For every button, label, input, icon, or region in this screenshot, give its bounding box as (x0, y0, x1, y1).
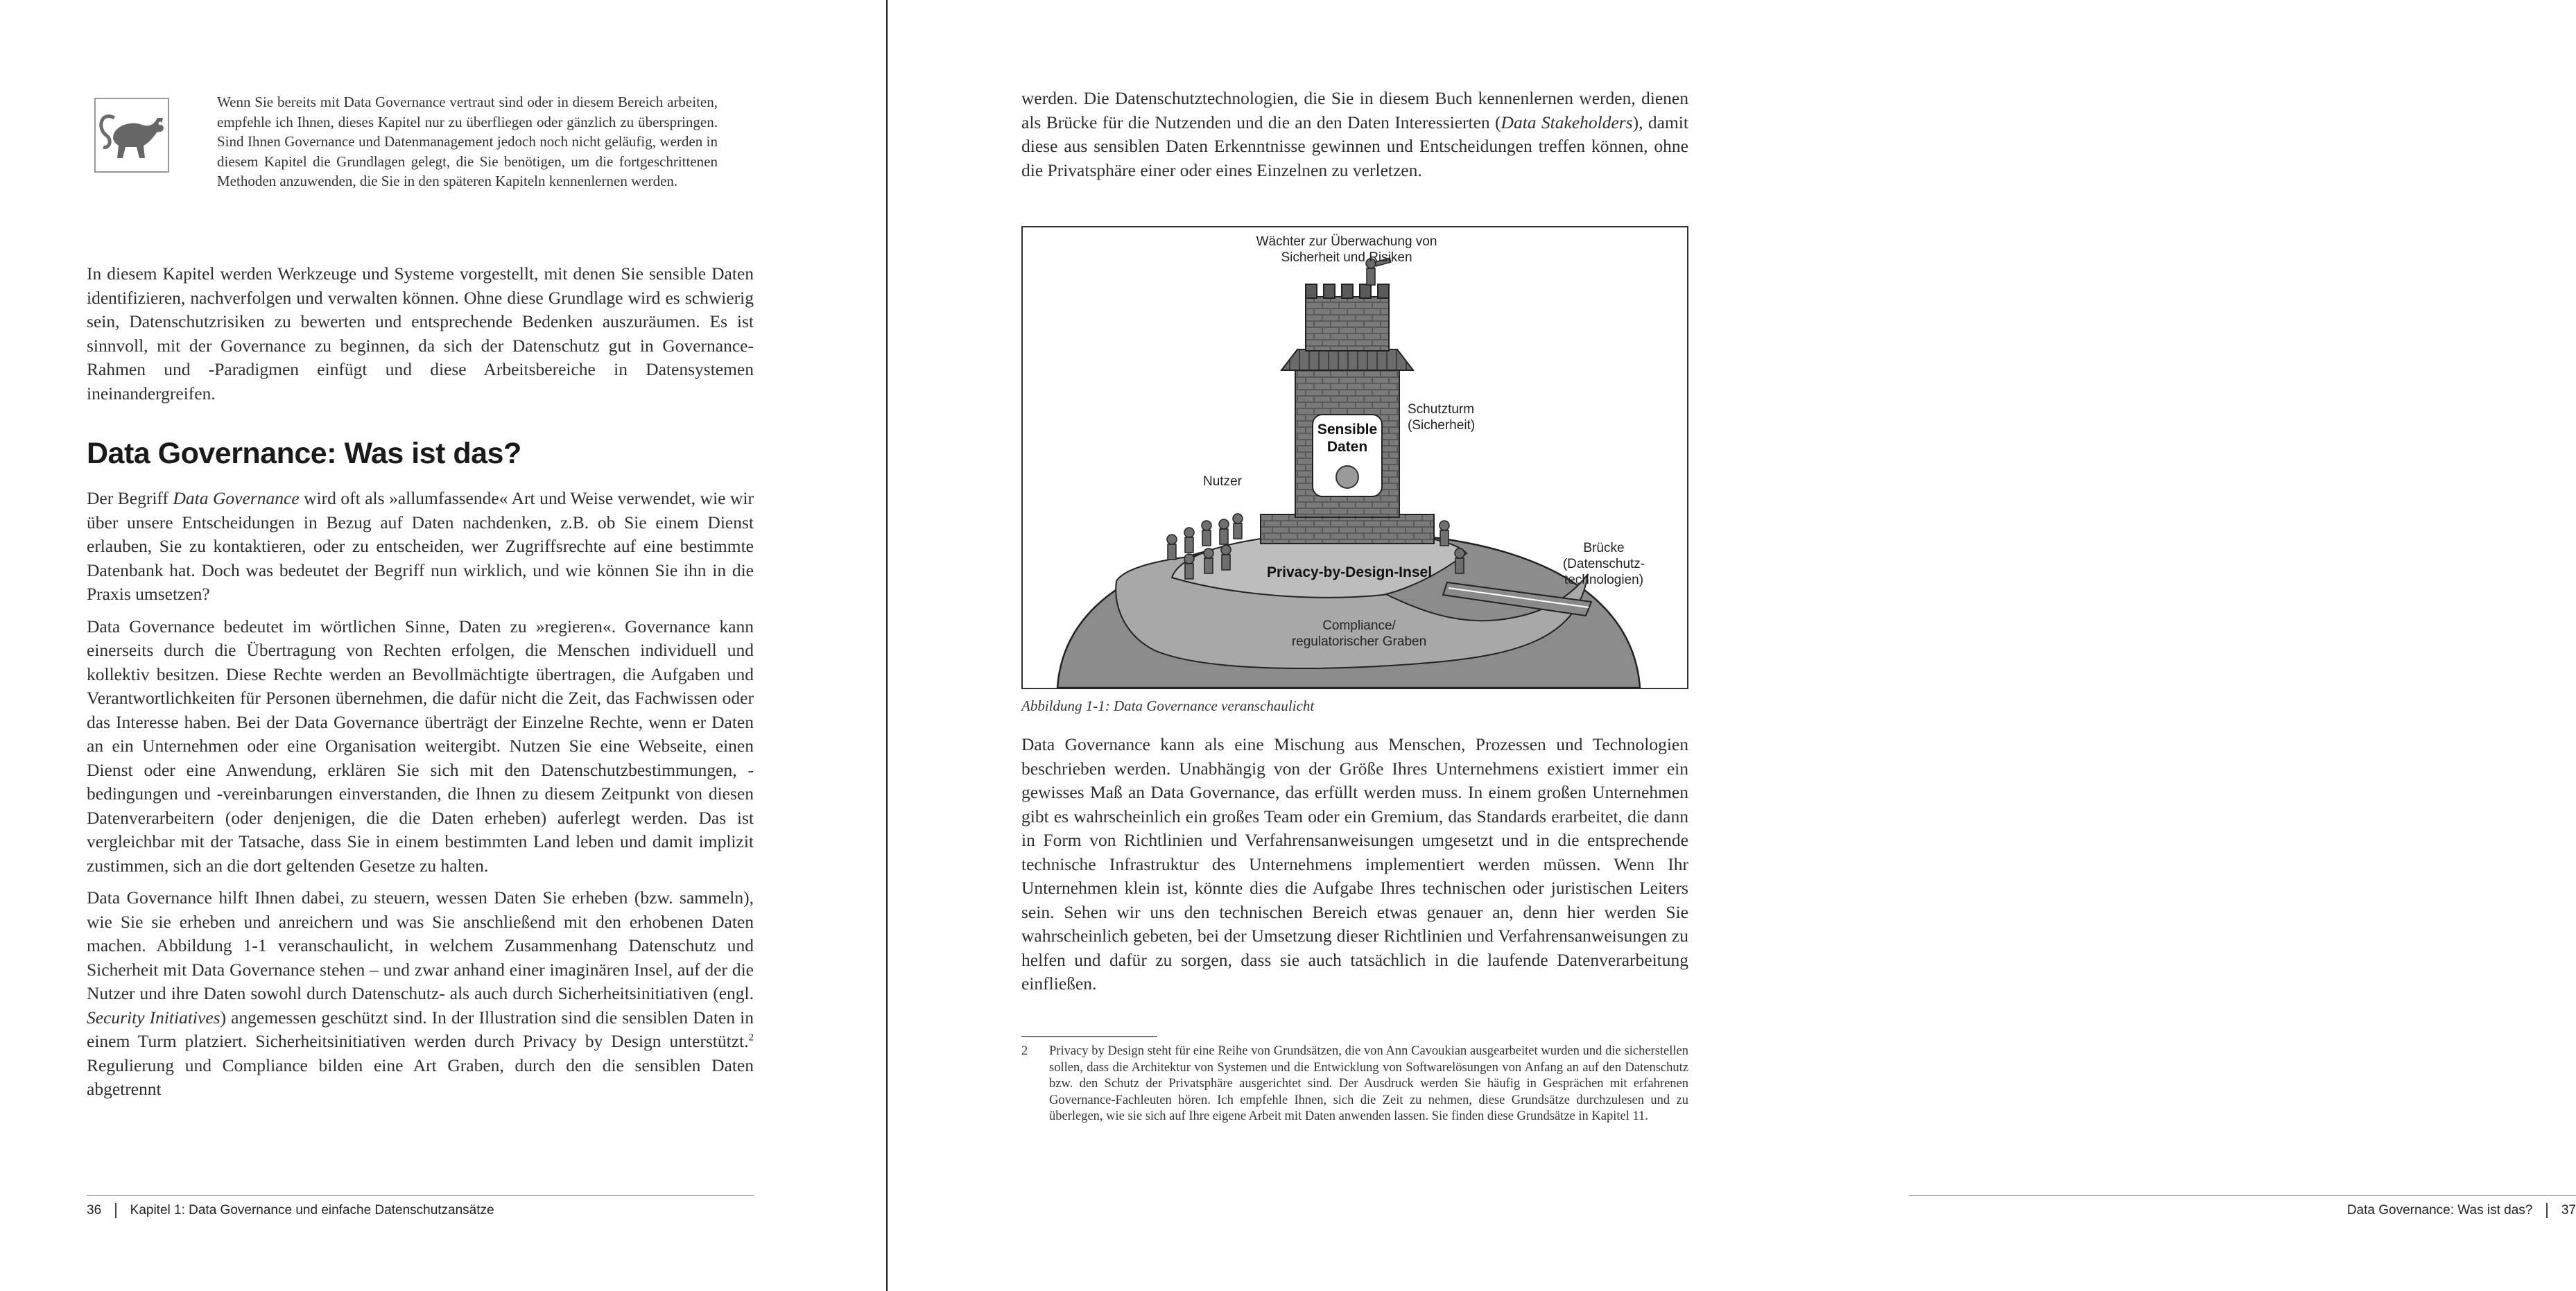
figure-1-1 (1021, 226, 1688, 689)
tower-base (1261, 514, 1434, 544)
label-bridge-3: technologien) (1564, 573, 1644, 587)
lemur-icon (94, 97, 171, 175)
label-bridge-1: Brücke (1583, 541, 1625, 555)
footer-separator (2546, 1203, 2548, 1218)
page-number-left: 36 (87, 1203, 102, 1218)
label-bridge-2: (Datenschutz- (1562, 557, 1645, 571)
label-tower-2: (Sicherheit) (1408, 418, 1476, 433)
running-head-chapter: Kapitel 1: Data Governance und einfache Datenschutzansätze (130, 1203, 494, 1218)
label-tower-1: Schutzturm (1408, 402, 1475, 417)
paragraph-right: Data Governance kann als eine Mischung aus Menschen, Prozessen und Technologien beschrieben werden. Unabhängig von der Größe Ihres Unternehmens existiert immer ein gewisses Maß an Data Governance, das erfüllt werden muss. In einem großen Unternehmen gibt es wahrscheinlich ein großes Team oder ein Gremium, das Standards erarbeitet, die dann in Form von Richtlinien und Verfahrensanweisungen umgesetzt und in die entsprechende technische Infrastruktur des Unternehmens implementiert werden müssen. Wenn Ihr Unternehmen klein ist, könnte dies die Aufgabe Ihres technischen oder juristischen Leiters sein. Sehen wir uns den technischen Bereich etwas genauer an, denn hier werden Sie wahrscheinlich gebeten, bei der Umsetzung dieser Richtlinien und Verfahrensanweisungen zu helfen und dafür zu sorgen, dass sie auch tatsächlich in die laufende Datenverarbeitung einfließen. (1021, 734, 1688, 994)
intro-paragraph (87, 262, 754, 414)
left-page (0, 0, 888, 1291)
label-island: Privacy-by-Design-Insel (1266, 564, 1433, 580)
footnote-reference[interactable]: 2 (748, 1032, 754, 1043)
footnote (1021, 1043, 1688, 1125)
footnote-rule (1021, 1036, 1157, 1037)
paragraph-2: Data Governance bedeutet im wörtlichen Sinne, Daten zu »regieren«. Governance kann einerseits durch die Übertragung von Rechten erfolgen, die Menschen individuell und kollektiv besitzen. Diese Rechte werden an Bevollmächtigte übertragen, die Aufgaben und Verantwortlichkeiten für Personen übernehmen, die dafür nicht die Zeit, das Fachwissen oder das Interesse haben. Bei der Data Governance überträgt der Einzelne Rechte, wenn er Daten an ein Unternehmen oder eine Organisation weitergibt. Nutzen Sie eine Webseite, einen Dienst oder eine Anwendung, erklären Sie sich mit den Datenschutzbestimmungen, -bedingungen und -vereinbarungen einverstanden, die Ihnen zu diesem Zeitpunkt von diesen Datenverarbeitern (oder denjenigen, die die Daten erheben) auferlegt werden. Das ist vergleichbar mit der Tatsache, dass Sie in einem bestimmten Land leben und damit implizit zustimmen, sich an die dort geltenden Gesetze zu halten. (87, 616, 754, 876)
paragraph-3: Data Governance hilft Ihnen dabei, zu steuern, wessen Daten Sie erheben (bzw. sammeln), wie Sie sie erheben und anreichern und was Sie anschließend mit den erhobenen Daten machen. Abbildung 1-1 veranschaulicht, in welchem Zusammenhang Datenschutz und Sicherheit mit Data Governance stehen – und zwar anhand einer imaginären Insel, auf der die Nutzer und ihre Daten sowohl durch Datenschutz- als auch durch Sicherheitsinitiativen (engl. Security Initiatives) angemessen geschützt sind. In der Illustration sind die sensiblen Daten in einem Turm platziert. Sicherheitsinitiativen werden durch Privacy by Design unterstützt.$^2$ Regulierung und Compliance bilden eine Art Graben, durch den die sensiblen Daten abgetrennt (87, 887, 754, 1099)
continuation-paragraph (1021, 87, 1688, 191)
data-governance-illustration (1023, 227, 1687, 688)
footer-separator (115, 1203, 116, 1218)
tower-top (1306, 297, 1389, 351)
label-watcher-2: Sicherheit und Risiken (1281, 250, 1412, 265)
page-footer-left (87, 1195, 754, 1218)
label-data-1: Sensible (1317, 422, 1378, 437)
label-moat-1: Compliance/ (1322, 618, 1396, 633)
label-data-2: Daten (1326, 439, 1368, 455)
figure-caption: Abbildung 1-1: Data Governance veranschaulicht (1021, 698, 1315, 714)
footnote-number: 2 (1021, 1044, 1028, 1058)
note-text: Wenn Sie bereits mit Data Governance vertraut sind oder in diesem Bereich arbeiten, empfehle ich Ihnen, dieses Kapitel nur zu überfliegen oder gänzlich zu überspringen. Sind Ihnen Governance und Datenmanagement jedoch noch nicht geläufig, werden in diesem Kapitel die Grundlagen gelegt, die Sie benötigen, um die fortgeschrittenen Methoden anzuwenden, die Sie in den späteren Kapiteln kennenlernen werden. (217, 94, 718, 190)
label-moat-2: regulatorischer Graben (1291, 634, 1427, 649)
label-watcher-1: Wächter zur Überwachung von (1256, 234, 1437, 249)
main-text-left (87, 487, 754, 1110)
footnote-text: Privacy by Design steht für eine Reihe von Grundsätzen, die von Ann Cavoukian ausgearbeitet wurden und die sicherstellen sollen, dass die Architektur von Systemen und die Entwicklung von Softwarelösungen von Anfang an auf den Datenschutz bzw. den Schutz der Privatsphäre ausgerichtet sind. Der Ausdruck werden Sie häufig in Gesprächen mit erfahrenen Governance-Fachleuten hören. Ich empfehle Ihnen, sich die Zeit zu nehmen, diese Grundsätze durchzulesen und zu überlegen, wie sie sich auf Ihre eigene Arbeit mit Daten anwenden lassen. Sie finden diese Grundsätze in Kapitel 11. (1049, 1044, 1688, 1124)
seal-icon (1336, 466, 1358, 488)
tower-roof (1281, 349, 1413, 370)
right-page (888, 0, 2576, 1291)
paragraph-1: Der Begriff Data Governance wird oft als »allumfassende« Art und Weise verwendet, wie wir über unsere Entscheidungen in Bezug auf Daten nachdenken, z.B. ob Sie einem Dienst erlauben, Sie zu kontaktieren, oder zu entscheiden, wer Zugriffsrechte auf eine bestimmte Datenbank hat. Doch was bedeutet der Begriff nun wirklich, und wie können Sie ihn in die Praxis umsetzen? (87, 488, 754, 604)
section-heading: Data Governance: Was ist das? (87, 437, 521, 470)
page-number-right: 37 (2561, 1203, 2576, 1218)
main-text-right (1021, 733, 1688, 1005)
running-head-section: Data Governance: Was ist das? (2346, 1203, 2533, 1218)
page-footer-right (1909, 1195, 2576, 1218)
continuation-text: werden. Die Datenschutztechnologien, die Sie in diesem Buch kennenlernen werden, dienen als Brücke für die Nutzenden und die an den Daten Interessierten (Data Stakeholders), damit diese aus sensiblen Daten Erkenntnisse gewinnen und Entscheidungen treffen können, ohne die Privatsphäre einer oder eines Einzelnen zu verletzen. (1021, 88, 1688, 180)
label-users: Nutzer (1203, 474, 1242, 489)
intro-text: In diesem Kapitel werden Werkzeuge und Systeme vorgestellt, mit denen Sie sensible Daten identifizieren, nachverfolgen und verwalten können. Ohne diese Grundlage wird es schwierig sein, Datenschutzrisiken zu bewerten und entsprechende Bedenken auszuräumen. Es ist sinnvoll, mit der Governance zu beginnen, da sich der Datenschutz gut in Governance-Rahmen und -Paradigmen einfügt und diese Arbeitsbereiche in Datensystemen ineinandergreifen. (87, 263, 754, 404)
